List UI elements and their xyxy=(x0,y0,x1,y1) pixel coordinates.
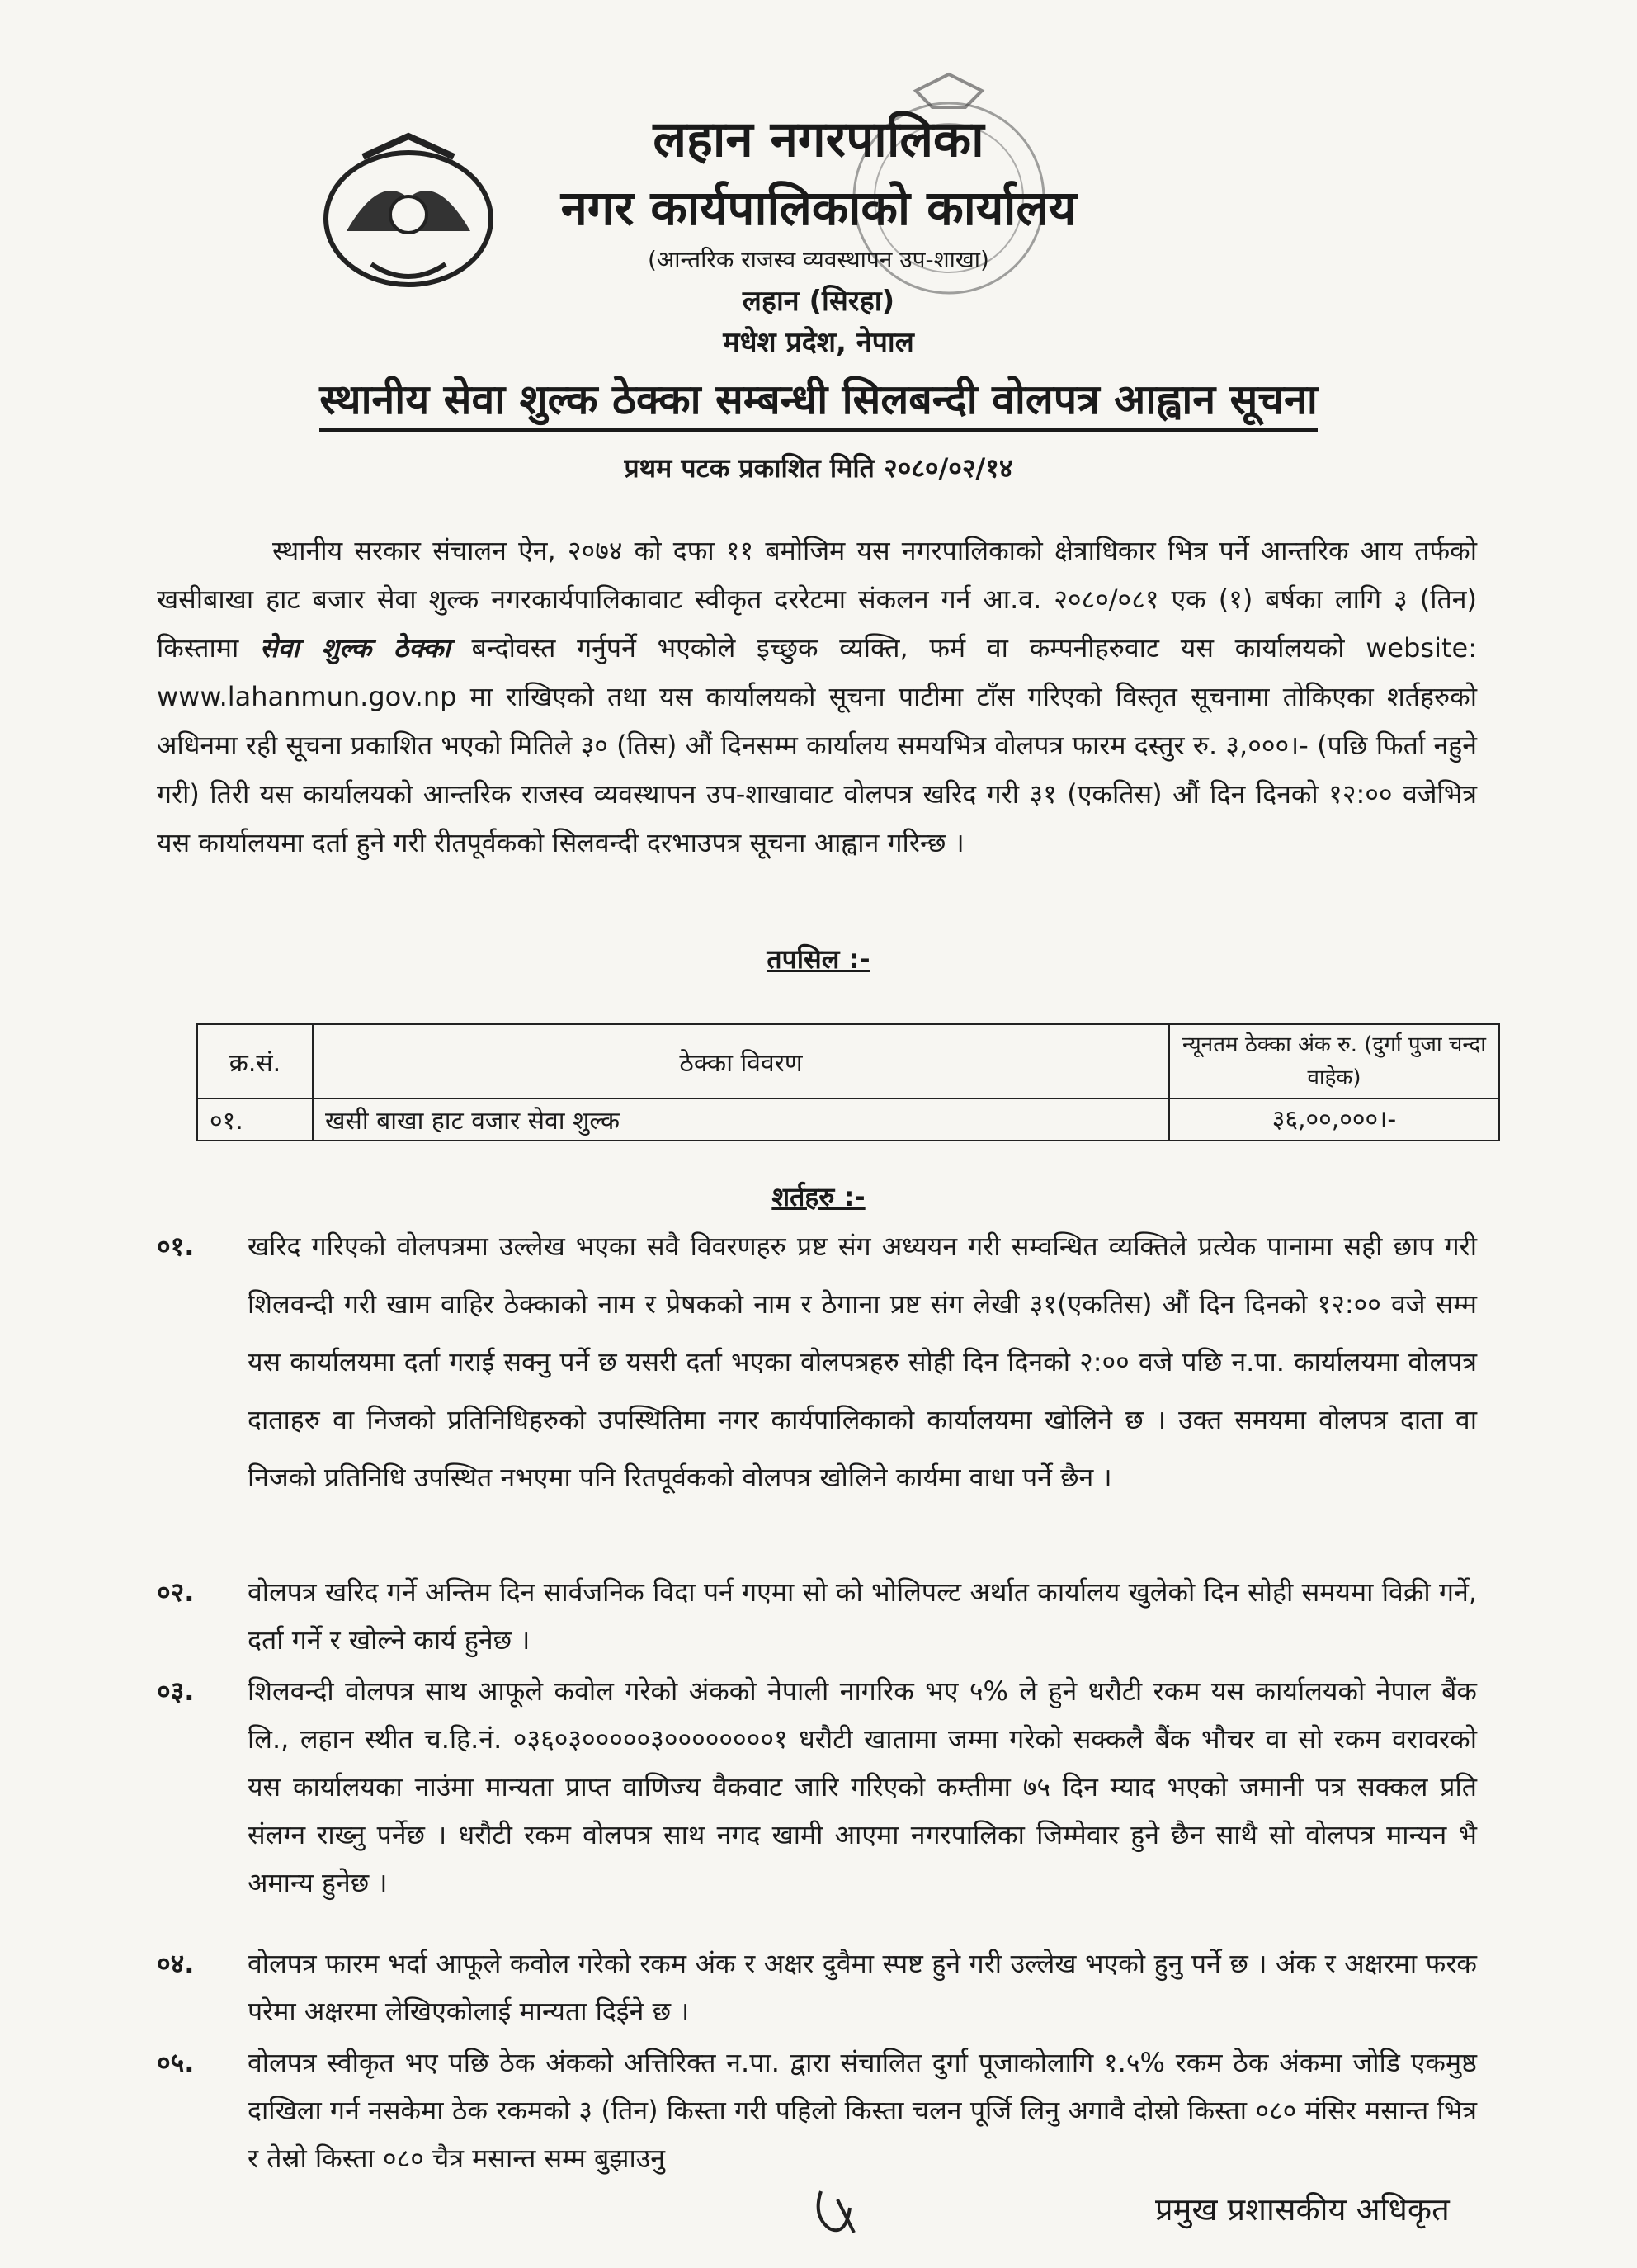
body-text-part2: बन्दोवस्त गर्नुपर्ने भएकोले इच्छुक व्यक्ति, फर्म वा कम्पनीहरुवाट यस कार्यालयको website: www.lahanmun.gov.np मा राखिएको तथा यस कार्यालयको सूचना पाटीमा टाँस गरिएको विस्तृत सूचनामा तोकिएका शर्तहरुको अधिनमा रही सूचना प्रकाशित भएको मितिले ३० (तिस) औं दिनसम्म कार्यालय समयभित्र वोलपत्र फारम दस्तुर रु. ३,०००।- (पछि फिर्ता नहुने गरी) तिरी यस कार्यालयको आन्तरिक राजस्व व्यवस्थापन उप-शाखावाट वोलपत्र खरिद गरी ३१ (एकतिस) औं दिन दिनको १२:०० वजेभित्र यस कार्यालयमा दर्ता हुने गरी रीतपूर्वकको सिलवन्दी दरभाउपत्र सूचना आह्वान गरिन्छ । xyxy=(157,632,1477,858)
conditions-heading: शर्तहरु :- xyxy=(771,1181,866,1212)
condition-text: शिलवन्दी वोलपत्र साथ आफूले कवोल गरेको अंकको नेपाली नागरिक भए ५% ले हुने धरौटी रकम यस कार्यालयको नेपाल बैंक लि., लहान स्थीत च.हि.नं. ०३६०३०००००३००००००००१ धरौटी खातामा जम्मा गरेको सक्कलै बैंक भौचर वा सो रकम वरावरको यस कार्यालयका नाउंमा मान्यता प्राप्त वाणिज्य वैकवाट जारि गरिएको कम्तीमा ७५ दिन म्याद भएको जमानी पत्र सक्कल प्रति संलग्न राख्नु पर्नेछ । धरौटी रकम वोलपत्र साथ नगद खामी आएमा नगरपालिका जिम्मेवार हुने छैन साथै सो वोलपत्र मान्यन भै अमान्य हुनेछ । xyxy=(248,1675,1477,1898)
condition-number: ०२. xyxy=(157,1576,195,1608)
condition-number: ०१. xyxy=(157,1231,195,1262)
sub-branch-name: (आन्तरिक राजस्व व्यवस्थापन उप-शाखा) xyxy=(647,246,989,273)
condition-text: वोलपत्र फारम भर्दा आफूले कवोल गरेको रकम अंक र अक्षर दुवैमा स्पष्ट हुने गरी उल्लेख भएको हुनु पर्ने छ । अंक र अक्षरमा फरक परेमा अक्षरमा लेखिएकोलाई मान्यता दिईने छ । xyxy=(248,1948,1477,2027)
condition-item xyxy=(157,2039,1477,2182)
initials-signature xyxy=(804,2183,870,2241)
schedule-heading: तपसिल :- xyxy=(767,943,870,975)
column-header: न्यूनतम ठेक्का अंक रु. (दुर्गा पुजा चन्दा वाहेक) xyxy=(1169,1024,1499,1099)
table-cell: ०१. xyxy=(197,1099,313,1141)
table-cell: ३६,००,०००।- xyxy=(1169,1099,1499,1141)
condition-item xyxy=(157,1568,1477,1664)
contract-table xyxy=(196,1023,1500,1141)
column-header: क्र.सं. xyxy=(197,1024,313,1099)
body-emphasis: सेवा शुल्क ठेक्का xyxy=(260,632,451,664)
condition-text: वोलपत्र स्वीकृत भए पछि ठेक अंकको अत्तिरिक्त न.पा. द्वारा संचालित दुर्गा पूजाकोलागि १.५% रकम ठेक अंकमा जोडि एकमुष्ठ दाखिला गर्न नसकेमा ठेक रकमको ३ (तिन) किस्ता गरी पहिलो किस्ता चलन पूर्जि लिनु अगावै दोस्रो किस्ता ०८० मंसिर मसान्त भित्र र तेस्रो किस्ता ०८० चैत्र मसान्त सम्म बुझाउनु xyxy=(248,2047,1477,2174)
notice-title: स्थानीय सेवा शुल्क ठेक्का सम्बन्धी सिलबन्दी वोलपत्र आह्वान सूचना xyxy=(0,370,1637,426)
table-cell: खसी बाखा हाट वजार सेवा शुल्क xyxy=(313,1099,1169,1141)
municipality-name: लहान नगरपालिका xyxy=(653,111,984,168)
condition-number: ०३. xyxy=(157,1675,195,1707)
condition-item xyxy=(157,1940,1477,2035)
condition-number: ०५. xyxy=(157,2047,195,2078)
condition-item xyxy=(157,1667,1477,1907)
table-header-row xyxy=(197,1024,1499,1099)
body-text-part1: स्थानीय सरकार संचालन ऐन, २०७४ को दफा ११ बमोजिम यस नगरपालिकाको क्षेत्राधिकार भित्र पर्ने आन्तरिक आय तर्फको खसीबाखा हाट बजार सेवा शुल्क नगरकार्यपालिकावाट स्वीकृत दररेटमा संकलन गर्न आ.व. २०८०/०८१ एक (१) बर्षका लागि ३ (तिन) किस्तामा xyxy=(157,535,1477,664)
condition-item xyxy=(157,1217,1477,1506)
column-header: ठेक्का विवरण xyxy=(313,1024,1169,1099)
office-name: नगर कार्यपालिकाको कार्यालय xyxy=(560,180,1077,236)
table-row xyxy=(197,1099,1499,1141)
signatory-title: प्रमुख प्रशासकीय अधिकृत xyxy=(1155,2191,1450,2228)
condition-text: खरिद गरिएको वोलपत्रमा उल्लेख भएका सवै विवरणहरु प्रष्ट संग अध्ययन गरी सम्वन्धित व्यक्तिले प्रत्येक पानामा सही छाप गरी शिलवन्दी गरी खाम वाहिर ठेक्काको नाम र प्रेषकको नाम र ठेगाना प्रष्ट संग लेखी ३१(एकतिस) औं दिन दिनको १२:०० वजे सम्म यस कार्यालयमा दर्ता गराई सक्नु पर्ने छ यसरी दर्ता भएका वोलपत्रहरु सोही दिन दिनको २:०० वजे पछि न.पा. कार्यालयमा वोलपत्र दाताहरु वा निजको प्रतिनिधिहरुको उपस्थितिमा नगर कार्यपालिकाको कार्यालयमा खोलिने छ । उक्त समयमा वोलपत्र दाता वा निजको प्रतिनिधि उपस्थित नभएमा पनि रितपूर्वकको वोलपत्र खोलिने कार्यमा वाधा पर्ने छैन । xyxy=(248,1231,1477,1493)
province-country: मधेश प्रदेश, नेपाल xyxy=(723,326,914,359)
office-location: लहान (सिरहा) xyxy=(742,285,895,318)
notice-body xyxy=(157,527,1477,867)
condition-number: ०४. xyxy=(157,1948,195,1979)
condition-text: वोलपत्र खरिद गर्ने अन्तिम दिन सार्वजनिक विदा पर्न गएमा सो को भोलिपल्ट अर्थात कार्यालय खुलेको दिन सोही समयमा विक्री गर्ने, दर्ता गर्ने र खोल्ने कार्य हुनेछ । xyxy=(248,1576,1477,1656)
publication-date: प्रथम पटक प्रकाशित मिति २०८०/०२/१४ xyxy=(624,452,1013,484)
